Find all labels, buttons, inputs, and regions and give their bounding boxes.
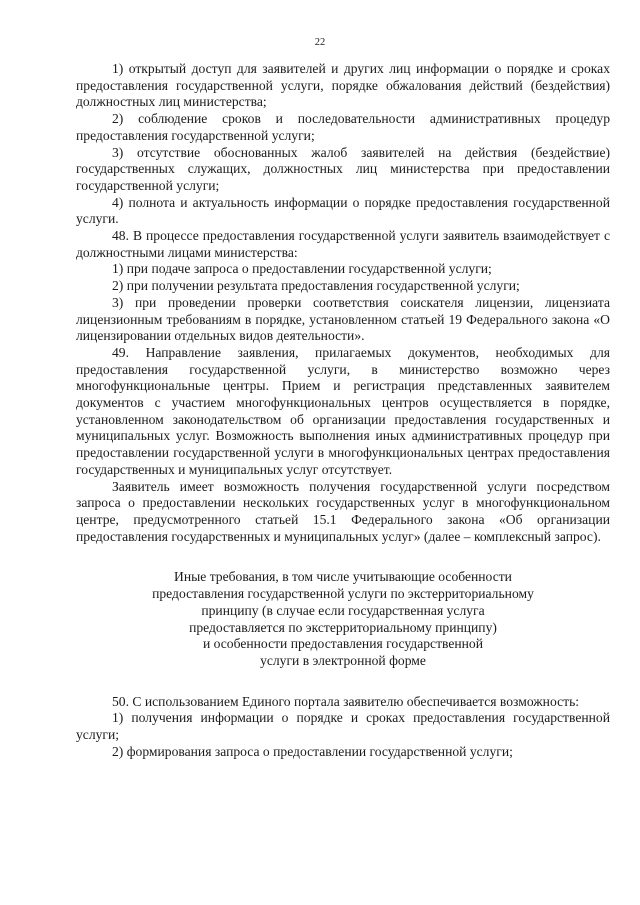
paragraph-48-item-2: 2) при получении результата предоставления государственной услуги;	[112, 278, 520, 294]
paragraph-item-3: 3) отсутствие обоснованных жалоб заявителей на действия (бездействие) государственных служащих, должностных лиц министерства при предоставлении государственной услуги;	[76, 144, 610, 193]
paragraph-48-item-3: 3) при проведении проверки соответствия соискателя лицензии, лицензиата лицензионным требованиям в порядке, установленном статьей 19 Федерального закона «О лицензировании отдельных видов деятельности».	[76, 294, 610, 344]
paragraph-complex-request: Заявитель имеет возможность получения государственной услуги посредством запроса о предоставлении нескольких государственных услуг в многофункциональном центре, предусмотренного статьей 15.1 Федерального закона «Об организации предоставления государственных и муниципальных услуг» (далее – комплексный запрос).	[76, 478, 610, 544]
paragraph-item-1: 1) открытый доступ для заявителей и других лиц информации о порядке и сроках предоставления государственной услуги, порядке обжалования действий (бездействия) должностных лиц министерства;	[76, 61, 610, 110]
section-heading-line: и особенности предоставления государственной	[202, 636, 484, 652]
paragraph-50-item-1: 1) получения информации о порядке и сроках предоставления государственной услуги;	[76, 710, 610, 743]
paragraph-50-item-2: 2) формирования запроса о предоставлении государственной услуги;	[112, 743, 513, 759]
section-heading-line: предоставления государственной услуги по экстерриториальному	[152, 586, 534, 602]
paragraph-item-2: 2) соблюдение сроков и последовательности административных процедур предоставления государственной услуги;	[76, 111, 610, 143]
page-body	[76, 61, 610, 760]
section-heading-line: услуги в электронной форме	[260, 652, 426, 668]
paragraph-50: 50. С использованием Единого портала заявителю обеспечивается возможность:	[112, 693, 580, 709]
section-heading-line: Иные требования, в том числе учитывающие особенности	[174, 569, 512, 585]
paragraph-48-item-1: 1) при подаче запроса о предоставлении государственной услуги;	[112, 261, 492, 277]
spacer	[76, 670, 610, 694]
paragraph-48: 48. В процессе предоставления государственной услуги заявитель взаимодействует с должностными лицами министерства:	[76, 228, 610, 260]
section-heading-line: принципу (в случае если государственная услуга	[201, 602, 485, 618]
page-number: 22	[314, 37, 326, 48]
section-heading-line: предоставляется по экстерриториальному принципу)	[189, 619, 497, 635]
section-heading	[76, 569, 610, 669]
paragraph-49: 49. Направление заявления, прилагаемых документов, необходимых для предоставления государственной услуги, в министерство возможно через многофункциональные центры. Прием и регистрация представленных заявителем документов с участием многофункциональных центров осуществляется в порядке, установленном законодательством об организации предоставления государственных и муниципальных услуг. Возможность выполнения иных административных процедур при предоставлении государственной услуги в многофункциональных центрах предоставления государственных и муниципальных услуг отсутствует.	[76, 344, 610, 477]
paragraph-item-4: 4) полнота и актуальность информации о порядке предоставления государственной услуги.	[76, 194, 610, 227]
